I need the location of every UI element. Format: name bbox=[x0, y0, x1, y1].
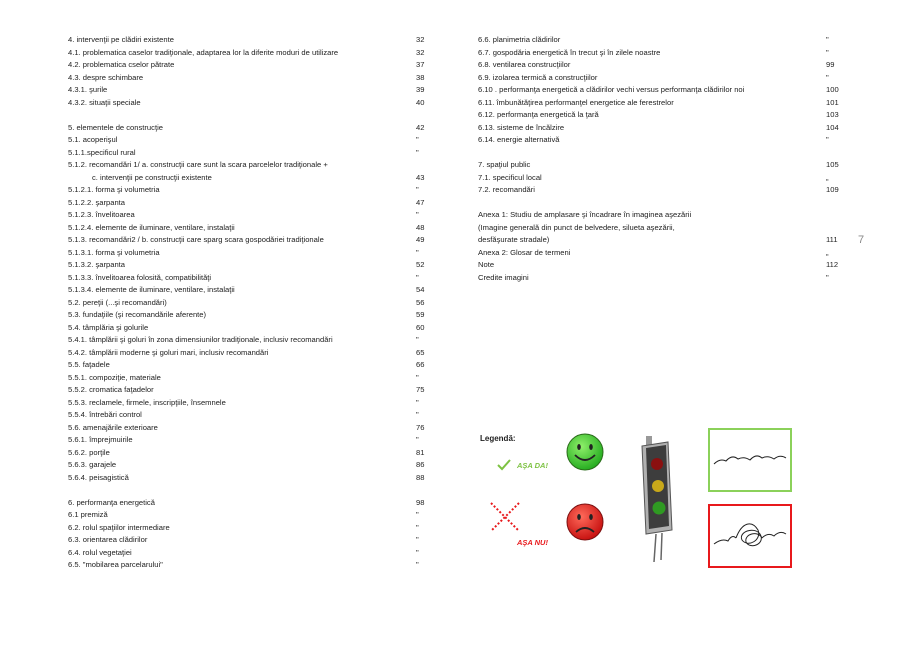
toc-entry-title: 6.9. izolarea termică a construcţiilor bbox=[478, 72, 598, 82]
toc-entry-page: " bbox=[416, 135, 419, 144]
toc-entry[interactable] bbox=[68, 322, 438, 335]
toc-entry-title: 4.3.1. şurile bbox=[68, 85, 108, 94]
toc-entry[interactable] bbox=[68, 84, 438, 97]
toc-entry-page: 86 bbox=[416, 460, 425, 469]
toc-entry[interactable] bbox=[478, 109, 848, 122]
toc-entry-title: 5.1.3. recomandări2 / b. construcţii care sparg scara gospodăriei tradiţionale bbox=[68, 235, 324, 244]
toc-entry-page: " bbox=[416, 335, 419, 344]
toc-entry-title: 5.1.2.3. învelitoarea bbox=[68, 210, 135, 219]
toc-entry-title: 6.3. orientarea clădirilor bbox=[68, 535, 148, 544]
toc-entry-page: 59 bbox=[416, 310, 425, 319]
toc-entry-page: " bbox=[416, 435, 419, 444]
toc-entry[interactable] bbox=[68, 47, 438, 60]
toc-entry-page: " bbox=[416, 372, 419, 382]
toc-entry[interactable] bbox=[478, 84, 848, 97]
toc-entry-page: 32 bbox=[416, 47, 425, 57]
toc-entry[interactable] bbox=[478, 234, 848, 247]
toc-entry-title: c. intervenţii pe construcţii existente bbox=[92, 172, 212, 182]
toc-entry-title: Anexa 1: Studiu de amplasare şi încadrare în imaginea aşezării bbox=[478, 210, 692, 219]
toc-entry[interactable] bbox=[478, 59, 848, 72]
toc-entry[interactable] bbox=[478, 172, 848, 185]
toc-entry-page: 100 bbox=[826, 85, 839, 94]
toc-entry-page: 47 bbox=[416, 197, 425, 207]
toc-entry[interactable] bbox=[68, 134, 438, 147]
toc-entry[interactable] bbox=[478, 259, 848, 272]
toc-entry[interactable] bbox=[68, 472, 438, 485]
toc-entry[interactable] bbox=[68, 534, 438, 547]
toc-entry[interactable] bbox=[68, 197, 438, 210]
toc-entry-page: " bbox=[416, 147, 419, 157]
toc-entry[interactable] bbox=[68, 234, 438, 247]
toc-entry-page: 98 bbox=[416, 497, 425, 507]
toc-entry-title: 5.1.2.1. forma şi volumetria bbox=[68, 185, 160, 194]
toc-entry-page: " bbox=[416, 210, 419, 219]
toc-entry[interactable] bbox=[478, 159, 848, 172]
toc-entry-page: 43 bbox=[416, 172, 425, 182]
toc-entry-page: " bbox=[416, 560, 419, 569]
toc-entry-page: " bbox=[416, 397, 419, 407]
toc-entry[interactable] bbox=[68, 359, 438, 372]
toc-entry-page: " bbox=[416, 185, 419, 194]
toc-entry[interactable] bbox=[478, 247, 848, 260]
toc-right-column bbox=[478, 34, 848, 284]
toc-entry-title: 6.8. ventilarea construcţiilor bbox=[478, 60, 571, 69]
toc-entry-page: 105 bbox=[826, 160, 839, 169]
toc-entry[interactable] bbox=[68, 209, 438, 222]
toc-entry[interactable] bbox=[68, 447, 438, 460]
toc-entry-page: 32 bbox=[416, 35, 425, 44]
toc-entry[interactable] bbox=[68, 509, 438, 522]
toc-entry-page: 101 bbox=[826, 97, 839, 107]
toc-entry-title: 5.1.2.4. elemente de iluminare, ventilare, instalaţii bbox=[68, 222, 235, 232]
toc-entry[interactable] bbox=[68, 147, 438, 160]
toc-spacer bbox=[68, 109, 438, 122]
toc-entry-title: 5.1.2. recomandări 1/ a. construcţii care sunt la scara parcelelor tradiţionale + bbox=[68, 160, 328, 169]
toc-entry-title: 4.1. problematica caselor tradiţionale, adaptarea lor la diferite moduri de utilizare bbox=[68, 47, 339, 57]
toc-entry-title: 6.13. sisteme de încălzire bbox=[478, 122, 565, 132]
toc-entry[interactable] bbox=[68, 159, 438, 172]
toc-entry[interactable] bbox=[68, 59, 438, 72]
toc-left-column bbox=[68, 34, 438, 572]
toc-entry-title: 6.5. "mobilarea parcelarului" bbox=[68, 560, 163, 569]
toc-entry-page: 109 bbox=[826, 185, 839, 194]
toc-entry-page: " bbox=[416, 410, 419, 419]
toc-entry-title: 5.5.1. compoziţie, materiale bbox=[68, 372, 161, 382]
toc-entry[interactable] bbox=[68, 384, 438, 397]
yes-label: AŞA DA! bbox=[517, 461, 548, 470]
toc-entry-page: 48 bbox=[416, 222, 425, 232]
toc-spacer bbox=[478, 147, 848, 160]
toc-spacer bbox=[478, 197, 848, 210]
toc-entry-page: " bbox=[416, 547, 419, 557]
good-sketch-icon bbox=[708, 428, 792, 492]
toc-entry-title: 5.6. amenajările exterioare bbox=[68, 422, 158, 432]
toc-entry-title: 5.1.3.2. şarpanta bbox=[68, 260, 125, 269]
toc-entry[interactable] bbox=[68, 372, 438, 385]
toc-entry-page: „ bbox=[826, 172, 829, 182]
toc-entry[interactable] bbox=[478, 97, 848, 110]
toc-entry-page: " bbox=[416, 522, 419, 532]
toc-entry-title: Note bbox=[478, 260, 495, 269]
toc-entry-page: " bbox=[416, 247, 419, 257]
toc-entry-title: 5.5.4. întrebări control bbox=[68, 410, 142, 419]
toc-entry[interactable] bbox=[68, 422, 438, 435]
toc-entry[interactable] bbox=[68, 459, 438, 472]
toc-entry-title: 6.14. energie alternativă bbox=[478, 135, 560, 144]
toc-entry-title: 6.4. rolul vegetaţiei bbox=[68, 547, 132, 557]
toc-entry[interactable] bbox=[68, 297, 438, 310]
toc-entry-page: 99 bbox=[826, 60, 835, 69]
toc-entry-page: " bbox=[826, 47, 829, 57]
toc-entry-page: " bbox=[826, 135, 829, 144]
toc-entry-title: 5.6.4. peisagistică bbox=[68, 472, 129, 482]
toc-entry-page: 66 bbox=[416, 360, 425, 369]
toc-entry-page: 56 bbox=[416, 297, 425, 307]
toc-entry[interactable] bbox=[68, 284, 438, 297]
toc-entry-title: 6.10 . performanţa energetică a clădirilor vechi versus performanţa clădirilor noi bbox=[478, 85, 745, 94]
toc-entry[interactable] bbox=[68, 184, 438, 197]
toc-entry[interactable] bbox=[68, 34, 438, 47]
toc-entry-page: 65 bbox=[416, 347, 425, 357]
toc-entry-title: 4.3.2. situaţii speciale bbox=[68, 97, 141, 107]
toc-entry-page: 76 bbox=[416, 422, 425, 432]
toc-entry-title: 5.1.3.4. elemente de iluminare, ventilare, instalaţii bbox=[68, 285, 235, 294]
toc-entry-page: 112 bbox=[826, 260, 839, 269]
toc-entry-title: 6. performanţa energetică bbox=[68, 497, 155, 507]
toc-entry[interactable] bbox=[478, 134, 848, 147]
toc-entry-page: 60 bbox=[416, 322, 425, 332]
toc-entry[interactable] bbox=[68, 397, 438, 410]
toc-entry[interactable] bbox=[68, 272, 438, 285]
toc-entry-title: 5.2. pereţii (...şi recomandări) bbox=[68, 297, 167, 307]
toc-entry-title: Credite imagini bbox=[478, 272, 529, 282]
toc-entry-page: 88 bbox=[416, 472, 425, 482]
toc-entry-title: 5.5.3. reclamele, firmele, inscripţiile, însemnele bbox=[68, 397, 226, 407]
happy-face-icon bbox=[565, 432, 605, 472]
toc-entry[interactable] bbox=[478, 222, 848, 235]
toc-entry[interactable] bbox=[478, 47, 848, 60]
toc-entry-title: 7. spaţiul public bbox=[478, 160, 531, 169]
toc-entry-page: 111 bbox=[826, 235, 838, 244]
toc-entry[interactable] bbox=[68, 347, 438, 360]
toc-entry-title: 5. elementele de construcţie bbox=[68, 122, 163, 132]
toc-entry[interactable] bbox=[68, 97, 438, 110]
toc-entry[interactable] bbox=[478, 184, 848, 197]
toc-entry-title: 4.2. problematica cselor pătrate bbox=[68, 60, 175, 69]
toc-entry[interactable] bbox=[68, 497, 438, 510]
toc-entry[interactable] bbox=[68, 122, 438, 135]
toc-entry[interactable] bbox=[478, 72, 848, 85]
toc-entry[interactable] bbox=[68, 434, 438, 447]
toc-entry[interactable] bbox=[478, 34, 848, 47]
toc-entry-page: 54 bbox=[416, 285, 425, 294]
traffic-light-icon bbox=[638, 434, 678, 564]
toc-entry-page: 52 bbox=[416, 260, 425, 269]
toc-entry-page: 81 bbox=[416, 447, 425, 457]
no-label: AŞA NU! bbox=[517, 538, 548, 547]
toc-entry-title: 6.2. rolul spaţiilor intermediare bbox=[68, 522, 170, 532]
page-number: 7 bbox=[858, 234, 865, 246]
legend bbox=[480, 420, 830, 570]
legend-title: Legendă: bbox=[480, 434, 516, 443]
toc-entry-title: 5.1. acoperişul bbox=[68, 135, 118, 144]
toc-entry-title: 5.4.2. tâmplării moderne şi goluri mari, inclusiv recomandări bbox=[68, 347, 269, 357]
toc-entry-title: 6.7. gospodăria energetică în trecut şi în zilele noastre bbox=[478, 47, 661, 57]
toc-entry-title: 5.5. faţadele bbox=[68, 360, 110, 369]
toc-entry-page: " bbox=[416, 510, 419, 519]
toc-entry[interactable] bbox=[68, 172, 438, 185]
toc-entry-title: 5.6.2. porţile bbox=[68, 447, 110, 457]
toc-entry-title: 6.12. performanţa energetică la ţară bbox=[478, 110, 599, 119]
sad-face-icon bbox=[565, 502, 605, 542]
toc-entry-page: 103 bbox=[826, 110, 839, 119]
toc-entry-title: 4. intervenţii pe clădiri existente bbox=[68, 35, 174, 44]
toc-entry[interactable] bbox=[68, 222, 438, 235]
toc-entry[interactable] bbox=[478, 209, 848, 222]
toc-entry-title: 5.1.3.3. învelitoarea folosită, compatibilităţi bbox=[68, 272, 212, 282]
toc-spacer bbox=[68, 484, 438, 497]
toc-entry-title: 5.4. tâmplăria şi golurile bbox=[68, 322, 149, 332]
toc-entry-title: 6.11. îmbunătăţirea performanţel energetice ale ferestrelor bbox=[478, 97, 674, 107]
toc-entry-title: 4.3. despre schimbare bbox=[68, 72, 144, 82]
toc-entry-title: 6.1 premiză bbox=[68, 510, 108, 519]
toc-entry[interactable] bbox=[68, 522, 438, 535]
toc-entry[interactable] bbox=[478, 122, 848, 135]
toc-entry-page: 42 bbox=[416, 122, 425, 132]
toc-entry-title: 5.3. fundaţiile (şi recomandările aferente) bbox=[68, 310, 207, 319]
toc-entry-title: (Imagine generală din punct de belvedere, silueta aşezării, bbox=[478, 222, 675, 232]
toc-entry-page: " bbox=[826, 35, 829, 44]
toc-entry[interactable] bbox=[68, 409, 438, 422]
toc-entry[interactable] bbox=[68, 309, 438, 322]
toc-entry[interactable] bbox=[68, 247, 438, 260]
toc-entry-title: 5.6.1. împrejmuirile bbox=[68, 435, 133, 444]
toc-entry-page: " bbox=[826, 272, 829, 282]
toc-entry-page: 38 bbox=[416, 72, 425, 82]
toc-entry[interactable] bbox=[68, 559, 438, 572]
toc-entry[interactable] bbox=[478, 272, 848, 285]
toc-entry-page: 40 bbox=[416, 97, 425, 107]
toc-entry-title: desfăşurate stradale) bbox=[478, 235, 550, 244]
toc-entry[interactable] bbox=[68, 334, 438, 347]
toc-entry-title: 5.1.2.2. şarpanta bbox=[68, 197, 125, 207]
toc-entry-title: 6.6. planimetria clădirilor bbox=[478, 35, 561, 44]
toc-entry-page: 37 bbox=[416, 60, 425, 69]
toc-entry-page: 104 bbox=[826, 122, 839, 132]
toc-entry-title: 5.6.3. garajele bbox=[68, 460, 117, 469]
toc-entry-title: 5.5.2. cromatica faţadelor bbox=[68, 385, 154, 394]
toc-entry-title: 5.1.1.specificul rural bbox=[68, 147, 136, 157]
toc-entry-page: " bbox=[416, 535, 419, 544]
toc-entry[interactable] bbox=[68, 547, 438, 560]
toc-entry[interactable] bbox=[68, 72, 438, 85]
toc-entry-page: " bbox=[826, 72, 829, 82]
bad-sketch-icon bbox=[708, 504, 792, 568]
toc-entry-title: 7.2. recomandări bbox=[478, 185, 535, 194]
toc-entry-page: " bbox=[416, 272, 419, 282]
checkmark-icon bbox=[496, 458, 512, 472]
cross-icon bbox=[488, 500, 522, 534]
toc-entry-page: 39 bbox=[416, 85, 425, 94]
toc-entry-title: 7.1. specificul local bbox=[478, 172, 542, 182]
toc-entry-page: „ bbox=[826, 247, 829, 257]
toc-entry[interactable] bbox=[68, 259, 438, 272]
toc-entry-page: 75 bbox=[416, 385, 425, 394]
toc-entry-page: 49 bbox=[416, 235, 425, 244]
toc-entry-title: 5.1.3.1. forma şi volumetria bbox=[68, 247, 160, 257]
toc-entry-title: 5.4.1. tâmplării şi goluri în zona dimensiunilor tradiţionale, inclusiv recomandări bbox=[68, 335, 333, 344]
toc-entry-title: Anexa 2: Glosar de termeni bbox=[478, 247, 571, 257]
